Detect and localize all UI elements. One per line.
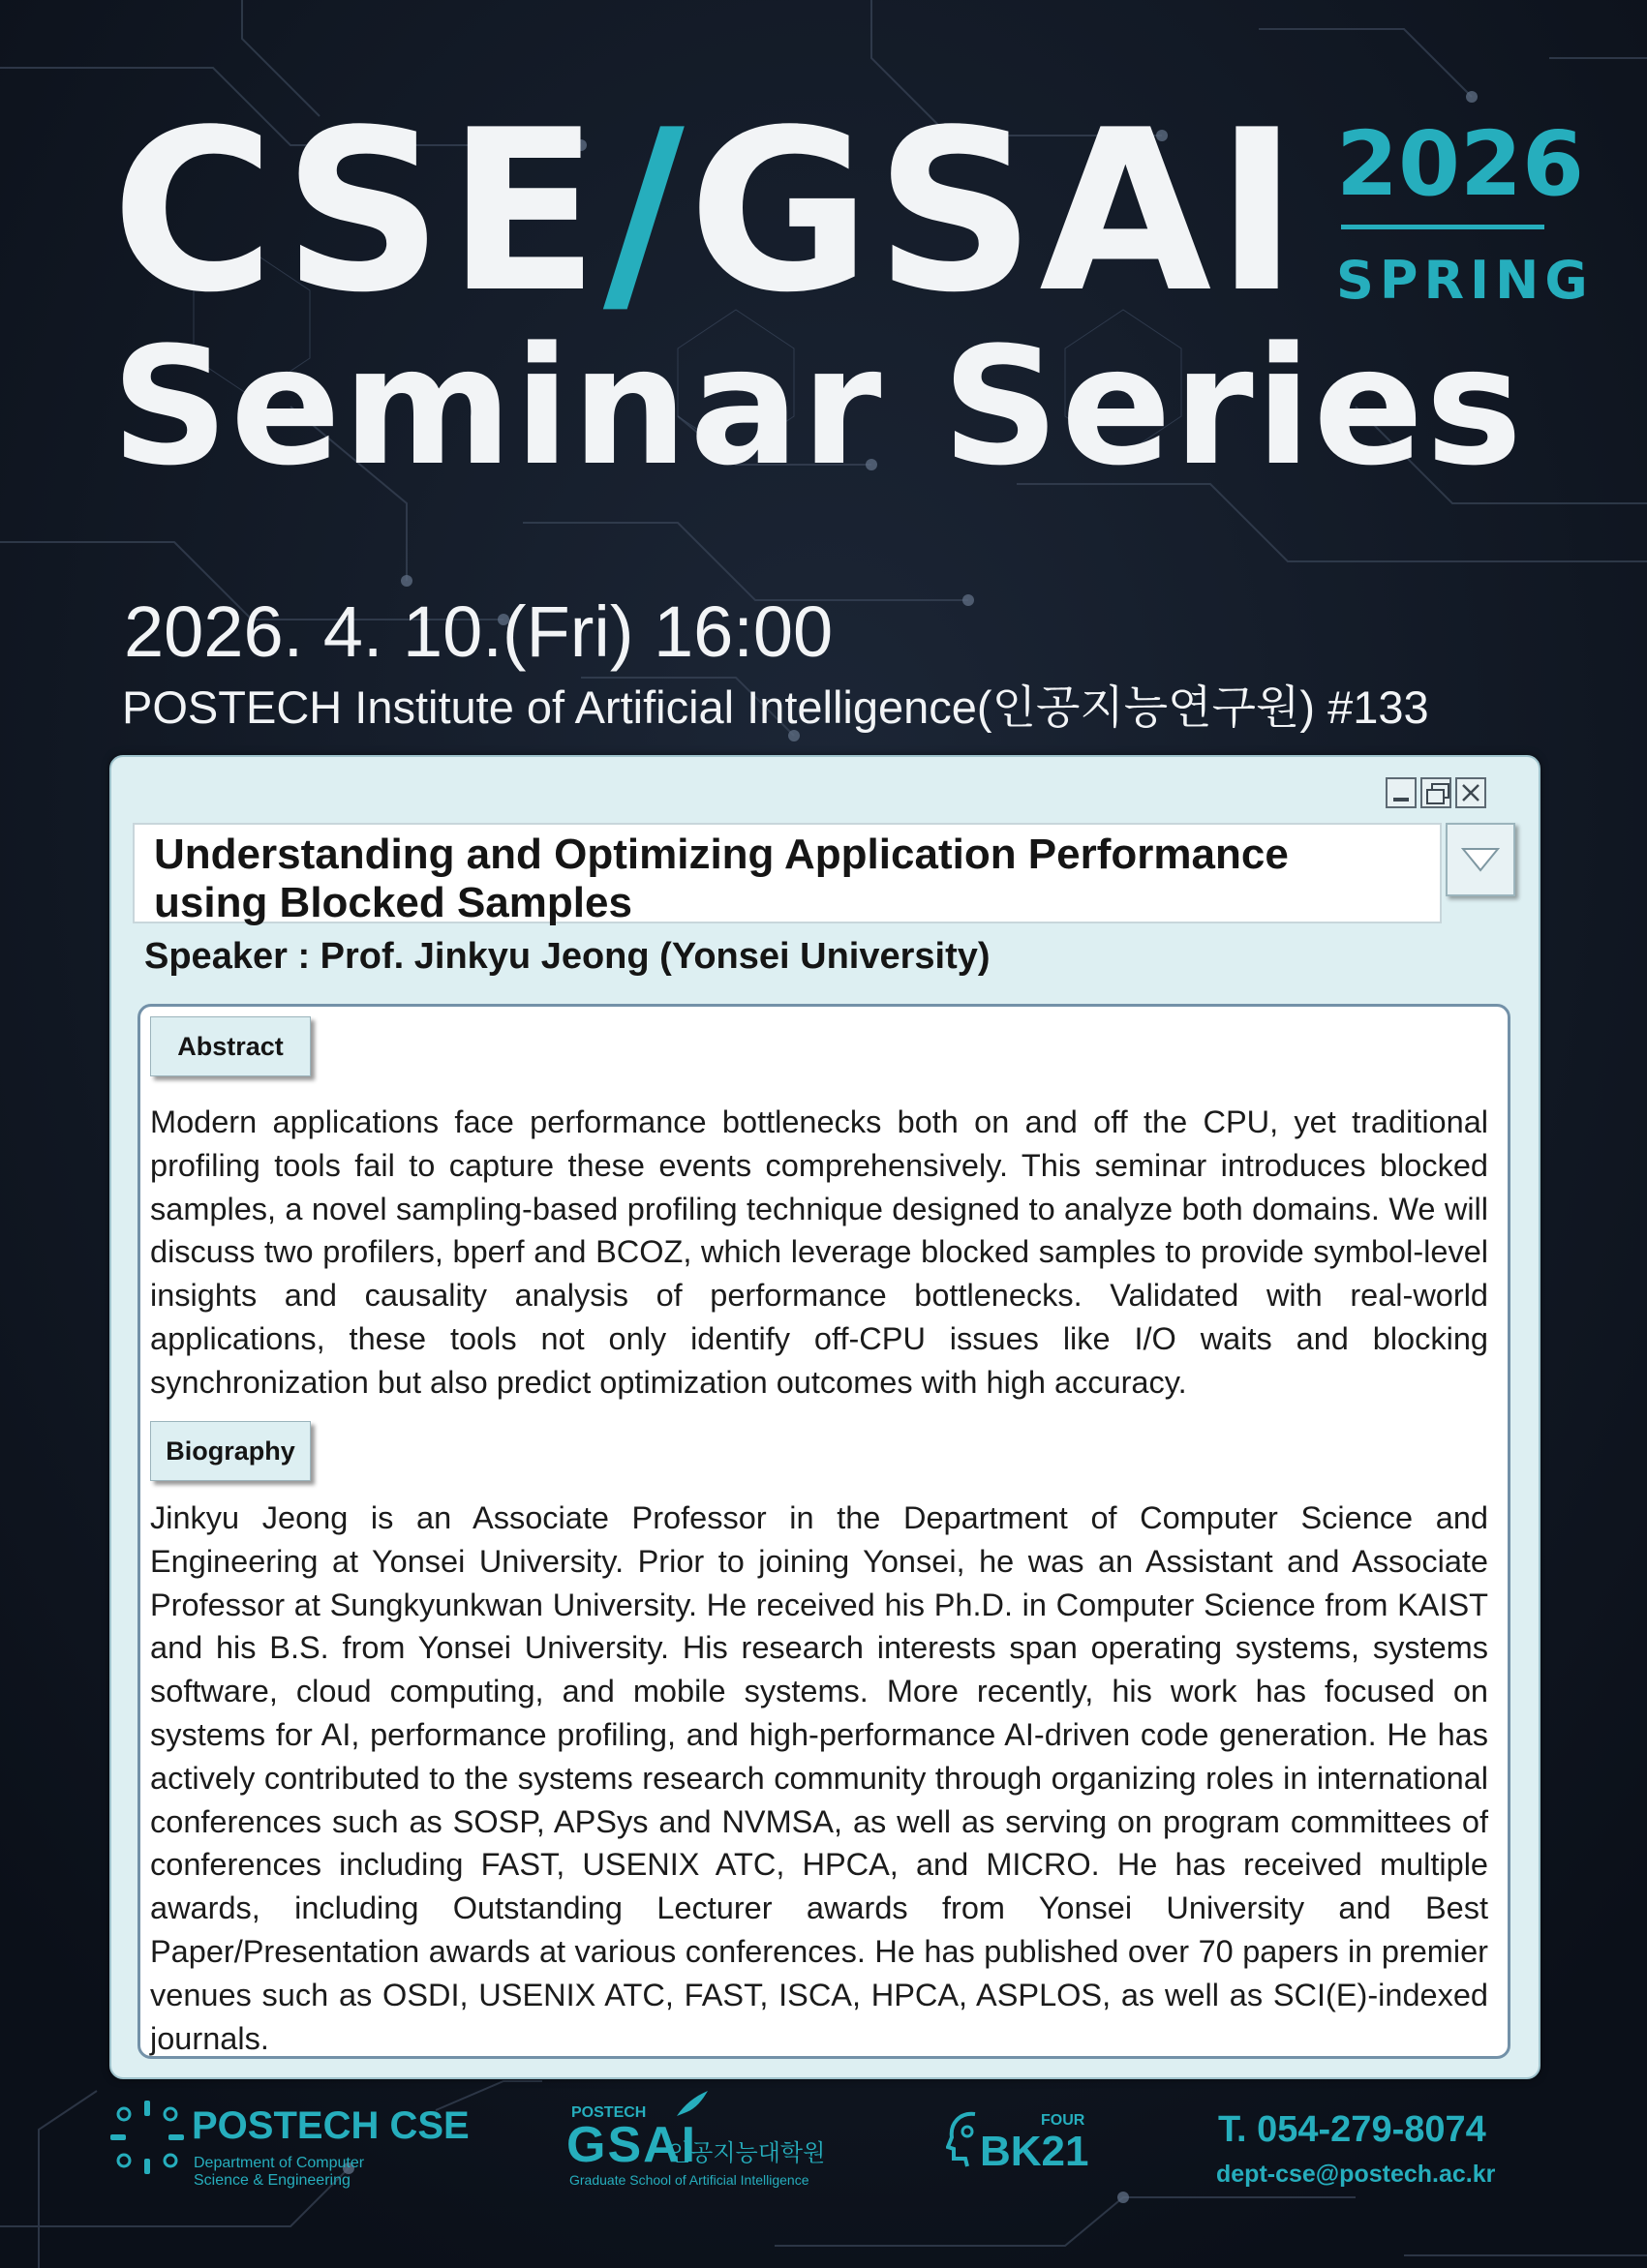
abstract-text: Modern applications face performance bottlenecks both on and off the CPU, yet traditional profiling tools fail to capture these events comprehensively. This seminar introduces blocked samples, a novel sampling-based profiling technique designed to analyze both domains. We will discuss two profilers, bperf and BCOZ, which leverage blocked samples to provide symbol-level insights and causality analysis of performance bottlenecks. Validated with real-world applications, these tools not only identify off-CPU issues like I/O waits and blocking synchronization but also predict optimization outcomes with high accuracy. [150, 1104, 1488, 1400]
biography-label: Biography [150, 1421, 311, 1481]
contact-phone: T. 054-279-8074 [1218, 2109, 1486, 2150]
talk-title-box [133, 823, 1442, 926]
content-panel [137, 1004, 1510, 2059]
series-subtitle: Seminar Series [111, 312, 1525, 501]
cse-subtitle-1: Department of Computer [194, 2155, 365, 2171]
gsai-english-name: Graduate School of Artificial Intelligence [569, 2172, 809, 2188]
cse-subtitle-2: Science & Engineering [194, 2172, 351, 2189]
close-icon [1460, 782, 1481, 803]
speaker-line: Speaker : Prof. Jinkyu Jeong (Yonsei University) [144, 936, 991, 977]
title-slash: / [602, 83, 688, 342]
year-divider [1341, 225, 1544, 229]
title-gsai: GSAI [687, 83, 1302, 342]
talk-title: Understanding and Optimizing Application Performance using Blocked Samples [154, 831, 1289, 926]
abstract-label: Abstract [150, 1016, 311, 1076]
restore-button[interactable] [1420, 777, 1451, 808]
biography-text: Jinkyu Jeong is an Associate Professor in the Department of Computer Science and Engineering at Yonsei University. Prior to joining Yonsei, he was an Assistant and Associate Professor at Sungkyunkwan University. He received his Ph.D. in Computer Science from KAIST and his B.S. from Yonsei University. His research interests span operating systems, systems software, cloud computing, and mobile systems. More recently, his work has focused on systems for AI, performance profiling, and high-performance AI-driven code generation. He has actively contributed to the systems research community through organizing roles in international conferences such as SOSP, APSys and NVMSA, as well as serving on program committees of conferences including FAST, USENIX ATC, HPCA, and MICRO. He has received multiple awards, including Outstanding Lecturer awards from Yonsei University and Best Paper/Presentation awards at various conferences. He has published over 70 papers in premier venues such as OSDI, USENIX ATC, FAST, ISCA, HPCA, ASPLOS, as well as SCI(E)-indexed journals. [150, 1500, 1488, 2056]
bk-four-label: FOUR [1041, 2112, 1085, 2129]
bk21-logo-text: BK21 [980, 2128, 1089, 2175]
contact-email[interactable]: dept-cse@postech.ac.kr [1216, 2161, 1496, 2188]
gsai-postech-label: POSTECH [571, 2104, 647, 2121]
season-label: SPRING [1336, 250, 1594, 311]
gsai-logo-text: GSAI [566, 2117, 698, 2173]
title-cse: CSE [111, 83, 603, 342]
minimize-button[interactable] [1386, 777, 1417, 808]
postech-cse-name: POSTECH CSE [192, 2104, 470, 2147]
series-title [111, 83, 1302, 342]
postech-cse-logo-icon [108, 2099, 186, 2176]
year-label: 2026 [1336, 112, 1585, 216]
gsai-korean-name: 인공지능대학원 [668, 2140, 826, 2166]
chevron-down-icon [1461, 846, 1500, 873]
dropdown-button[interactable] [1446, 823, 1515, 896]
event-venue: POSTECH Institute of Artificial Intelligence(인공지능연구원) #133 [122, 681, 1429, 733]
seminar-window [109, 755, 1540, 2079]
close-button[interactable] [1455, 777, 1486, 808]
event-datetime: 2026. 4. 10.(Fri) 16:00 [124, 591, 834, 672]
